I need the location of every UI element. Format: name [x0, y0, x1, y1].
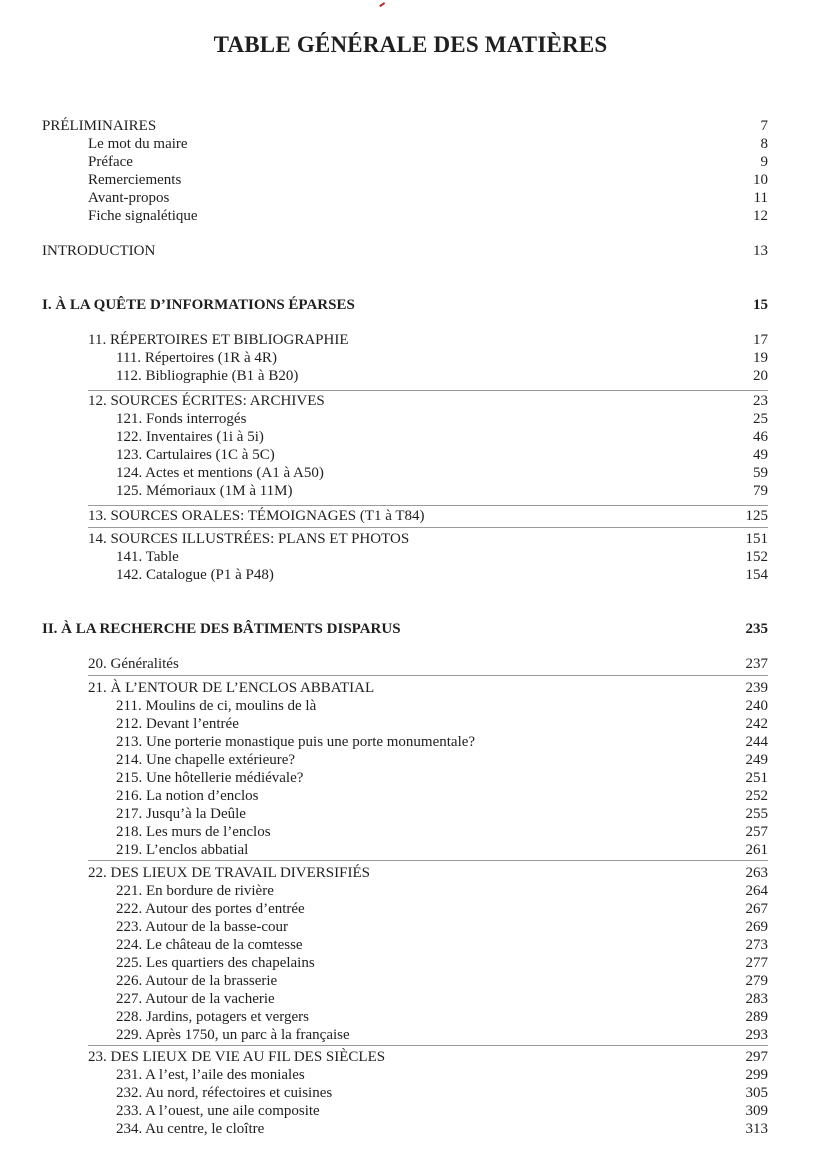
toc-entry-page-number: 293 [745, 1027, 768, 1043]
toc-entry [0, 990, 821, 1008]
toc-entry-label: 228. Jardins, potagers et vergers [116, 1009, 310, 1025]
toc-entry [0, 805, 821, 823]
divider [88, 675, 768, 676]
toc-entry-label: 13. SOURCES ORALES: TÉMOIGNAGES (T1 à T84) [88, 508, 425, 524]
toc-entry-label: Remerciements [88, 172, 182, 188]
toc-entry-page-number: 289 [745, 1009, 768, 1025]
toc-entry-page-number: 244 [745, 734, 768, 750]
toc-entry [0, 135, 821, 153]
toc-entry [0, 1026, 821, 1044]
toc-entry-label: II. À LA RECHERCHE DES BÂTIMENTS DISPARUS [42, 621, 401, 637]
toc-entry-label: 224. Le château de la comtesse [116, 937, 303, 953]
toc-entry-label: 226. Autour de la brasserie [116, 973, 278, 989]
toc-entry-label: 21. À L’ENTOUR DE L’ENCLOS ABBATIAL [88, 680, 375, 696]
toc-entry-label: 221. En bordure de rivière [116, 883, 274, 899]
toc-entry-page-number: 20 [753, 368, 768, 384]
toc-entry-page-number: 299 [745, 1067, 768, 1083]
toc-entry-label: 222. Autour des portes d’entrée [116, 901, 305, 917]
toc-entry [0, 972, 821, 990]
toc-entry-label: 112. Bibliographie (B1 à B20) [116, 368, 299, 384]
toc-entry-label: PRÉLIMINAIRES [42, 118, 157, 134]
toc-entry-label: 22. DES LIEUX DE TRAVAIL DIVERSIFIÉS [88, 865, 370, 881]
toc-entry-label: 20. Généralités [88, 656, 179, 672]
toc-entry [0, 446, 821, 464]
toc-entry-page-number: 9 [760, 154, 768, 170]
toc-entry [0, 1008, 821, 1026]
toc-entry [0, 331, 821, 349]
toc-entry-page-number: 13 [753, 243, 768, 259]
toc-entry-page-number: 59 [753, 465, 768, 481]
toc-entry-page-number: 264 [745, 883, 768, 899]
toc-entry [0, 507, 821, 525]
toc-entry-page-number: 251 [745, 770, 768, 786]
toc-entry [0, 428, 821, 446]
toc-entry-label: 229. Après 1750, un parc à la française [116, 1027, 350, 1043]
toc-entry-page-number: 23 [753, 393, 768, 409]
toc-entry-page-number: 12 [753, 208, 768, 224]
toc-entry-label: 141. Table [116, 549, 179, 565]
toc-entry-page-number: 125 [745, 508, 768, 524]
toc-entry [0, 1048, 821, 1066]
toc-entry-page-number: 15 [753, 297, 768, 313]
divider [88, 505, 768, 506]
toc-entry [0, 787, 821, 805]
toc-entry-page-number: 46 [753, 429, 768, 445]
toc-entry-page-number: 283 [745, 991, 768, 1007]
toc-entry-page-number: 249 [745, 752, 768, 768]
toc-entry-label: 233. A l’ouest, une aile composite [116, 1103, 320, 1119]
toc-entry-label: 215. Une hôtellerie médiévale? [116, 770, 304, 786]
toc-entry [0, 566, 821, 584]
toc-entry-page-number: 297 [745, 1049, 768, 1065]
toc-entry-label: 123. Cartulaires (1C à 5C) [116, 447, 275, 463]
toc-entry [0, 207, 821, 225]
toc-entry-label: 12. SOURCES ÉCRITES: ARCHIVES [88, 393, 325, 409]
toc-entry-label: I. À LA QUÊTE D’INFORMATIONS ÉPARSES [42, 297, 355, 313]
toc-entry-label: 23. DES LIEUX DE VIE AU FIL DES SIÈCLES [88, 1049, 386, 1065]
toc-entry-page-number: 154 [745, 567, 768, 583]
toc-entry-page-number: 263 [745, 865, 768, 881]
toc-entry-label: 212. Devant l’entrée [116, 716, 239, 732]
toc-entry-label: 227. Autour de la vacherie [116, 991, 275, 1007]
divider [88, 1045, 768, 1046]
toc-entry [0, 679, 821, 697]
toc-entry-label: 121. Fonds interrogés [116, 411, 247, 427]
toc-entry [0, 900, 821, 918]
toc-entry-page-number: 8 [760, 136, 768, 152]
toc-entry [0, 242, 821, 260]
toc-entry-label: 124. Actes et mentions (A1 à A50) [116, 465, 324, 481]
toc-entry-label: 217. Jusqu’à la Deûle [116, 806, 246, 822]
divider [88, 390, 768, 391]
toc-entry [0, 117, 821, 135]
toc-entry [0, 655, 821, 673]
divider [88, 527, 768, 528]
toc-entry [0, 936, 821, 954]
toc-entry [0, 823, 821, 841]
toc-entry [0, 1102, 821, 1120]
toc-entry-page-number: 277 [745, 955, 768, 971]
toc-entry-page-number: 255 [745, 806, 768, 822]
toc-entry [0, 751, 821, 769]
toc-entry-label: 111. Répertoires (1R à 4R) [116, 350, 277, 366]
toc-entry [0, 410, 821, 428]
toc-entry [0, 715, 821, 733]
toc-entry-page-number: 261 [745, 842, 768, 858]
toc-entry-label: 219. L’enclos abbatial [116, 842, 249, 858]
toc-entry-page-number: 19 [753, 350, 768, 366]
toc-entry [0, 882, 821, 900]
toc-entry-page-number: 309 [745, 1103, 768, 1119]
toc-entry [0, 954, 821, 972]
toc-entry-label: Avant-propos [88, 190, 170, 206]
toc-entry [0, 296, 821, 314]
toc-entry-label: 142. Catalogue (P1 à P48) [116, 567, 274, 583]
toc-entry-label: 218. Les murs de l’enclos [116, 824, 271, 840]
toc-entry [0, 1084, 821, 1102]
toc-entry [0, 697, 821, 715]
toc-entry-page-number: 25 [753, 411, 768, 427]
toc-entry [0, 620, 821, 638]
toc-entry-page-number: 152 [745, 549, 768, 565]
toc-entry-label: Fiche signalétique [88, 208, 198, 224]
toc-entry-label: 216. La notion d’enclos [116, 788, 259, 804]
divider [88, 860, 768, 861]
toc-entry-page-number: 49 [753, 447, 768, 463]
toc-entry-label: 231. A l’est, l’aile des moniales [116, 1067, 305, 1083]
toc-entry-label: 223. Autour de la basse-cour [116, 919, 289, 935]
toc-entry [0, 1120, 821, 1138]
toc-entry [0, 548, 821, 566]
toc-entry-label: 214. Une chapelle extérieure? [116, 752, 296, 768]
toc-entry-page-number: 305 [745, 1085, 768, 1101]
toc-entry-page-number: 240 [745, 698, 768, 714]
toc-entry-page-number: 273 [745, 937, 768, 953]
toc-entry [0, 482, 821, 500]
toc-entry-page-number: 235 [745, 621, 768, 637]
toc-entry [0, 367, 821, 385]
toc-entry-label: 211. Moulins de ci, moulins de là [116, 698, 317, 714]
toc-entry-page-number: 313 [745, 1121, 768, 1137]
toc-entry-page-number: 79 [753, 483, 768, 499]
toc-entry [0, 464, 821, 482]
toc-entry-page-number: 7 [760, 118, 768, 134]
toc-entry-page-number: 237 [745, 656, 768, 672]
toc-entry [0, 769, 821, 787]
toc-entry-page-number: 269 [745, 919, 768, 935]
toc-entry-label: 213. Une porterie monastique puis une porte monumentale? [116, 734, 476, 750]
toc-entry-page-number: 151 [745, 531, 768, 547]
toc-entry [0, 733, 821, 751]
toc-entry-page-number: 257 [745, 824, 768, 840]
toc-entry [0, 1066, 821, 1084]
toc-entry-page-number: 239 [745, 680, 768, 696]
toc-entry-label: 14. SOURCES ILLUSTRÉES: PLANS ET PHOTOS [88, 531, 410, 547]
toc-entry-page-number: 11 [753, 190, 768, 206]
toc-entry [0, 189, 821, 207]
toc-entry-label: Le mot du maire [88, 136, 188, 152]
toc-entry [0, 864, 821, 882]
toc-entry [0, 392, 821, 410]
toc-entry-label: 125. Mémoriaux (1M à 11M) [116, 483, 293, 499]
toc-entry-page-number: 10 [753, 172, 768, 188]
toc-entry [0, 349, 821, 367]
toc-entry-label: 234. Au centre, le cloître [116, 1121, 265, 1137]
toc-entry-page-number: 279 [745, 973, 768, 989]
toc-entry-page-number: 242 [745, 716, 768, 732]
toc-entry-page-number: 252 [745, 788, 768, 804]
toc-entry [0, 841, 821, 859]
toc-entry [0, 171, 821, 189]
toc-entry-page-number: 17 [753, 332, 768, 348]
toc-entry [0, 918, 821, 936]
toc-entry [0, 153, 821, 171]
toc-entry-label: INTRODUCTION [42, 243, 156, 259]
toc-entry-page-number: 267 [745, 901, 768, 917]
toc-entry-label: 122. Inventaires (1i à 5i) [116, 429, 264, 445]
page-title: TABLE GÉNÉRALE DES MATIÈRES [213, 32, 608, 57]
toc-entry [0, 530, 821, 548]
toc-entry-label: 11. RÉPERTOIRES ET BIBLIOGRAPHIE [88, 332, 349, 348]
toc-entry-label: 232. Au nord, réfectoires et cuisines [116, 1085, 333, 1101]
toc-entry-label: Préface [88, 154, 133, 170]
toc-entry-label: 225. Les quartiers des chapelains [116, 955, 315, 971]
